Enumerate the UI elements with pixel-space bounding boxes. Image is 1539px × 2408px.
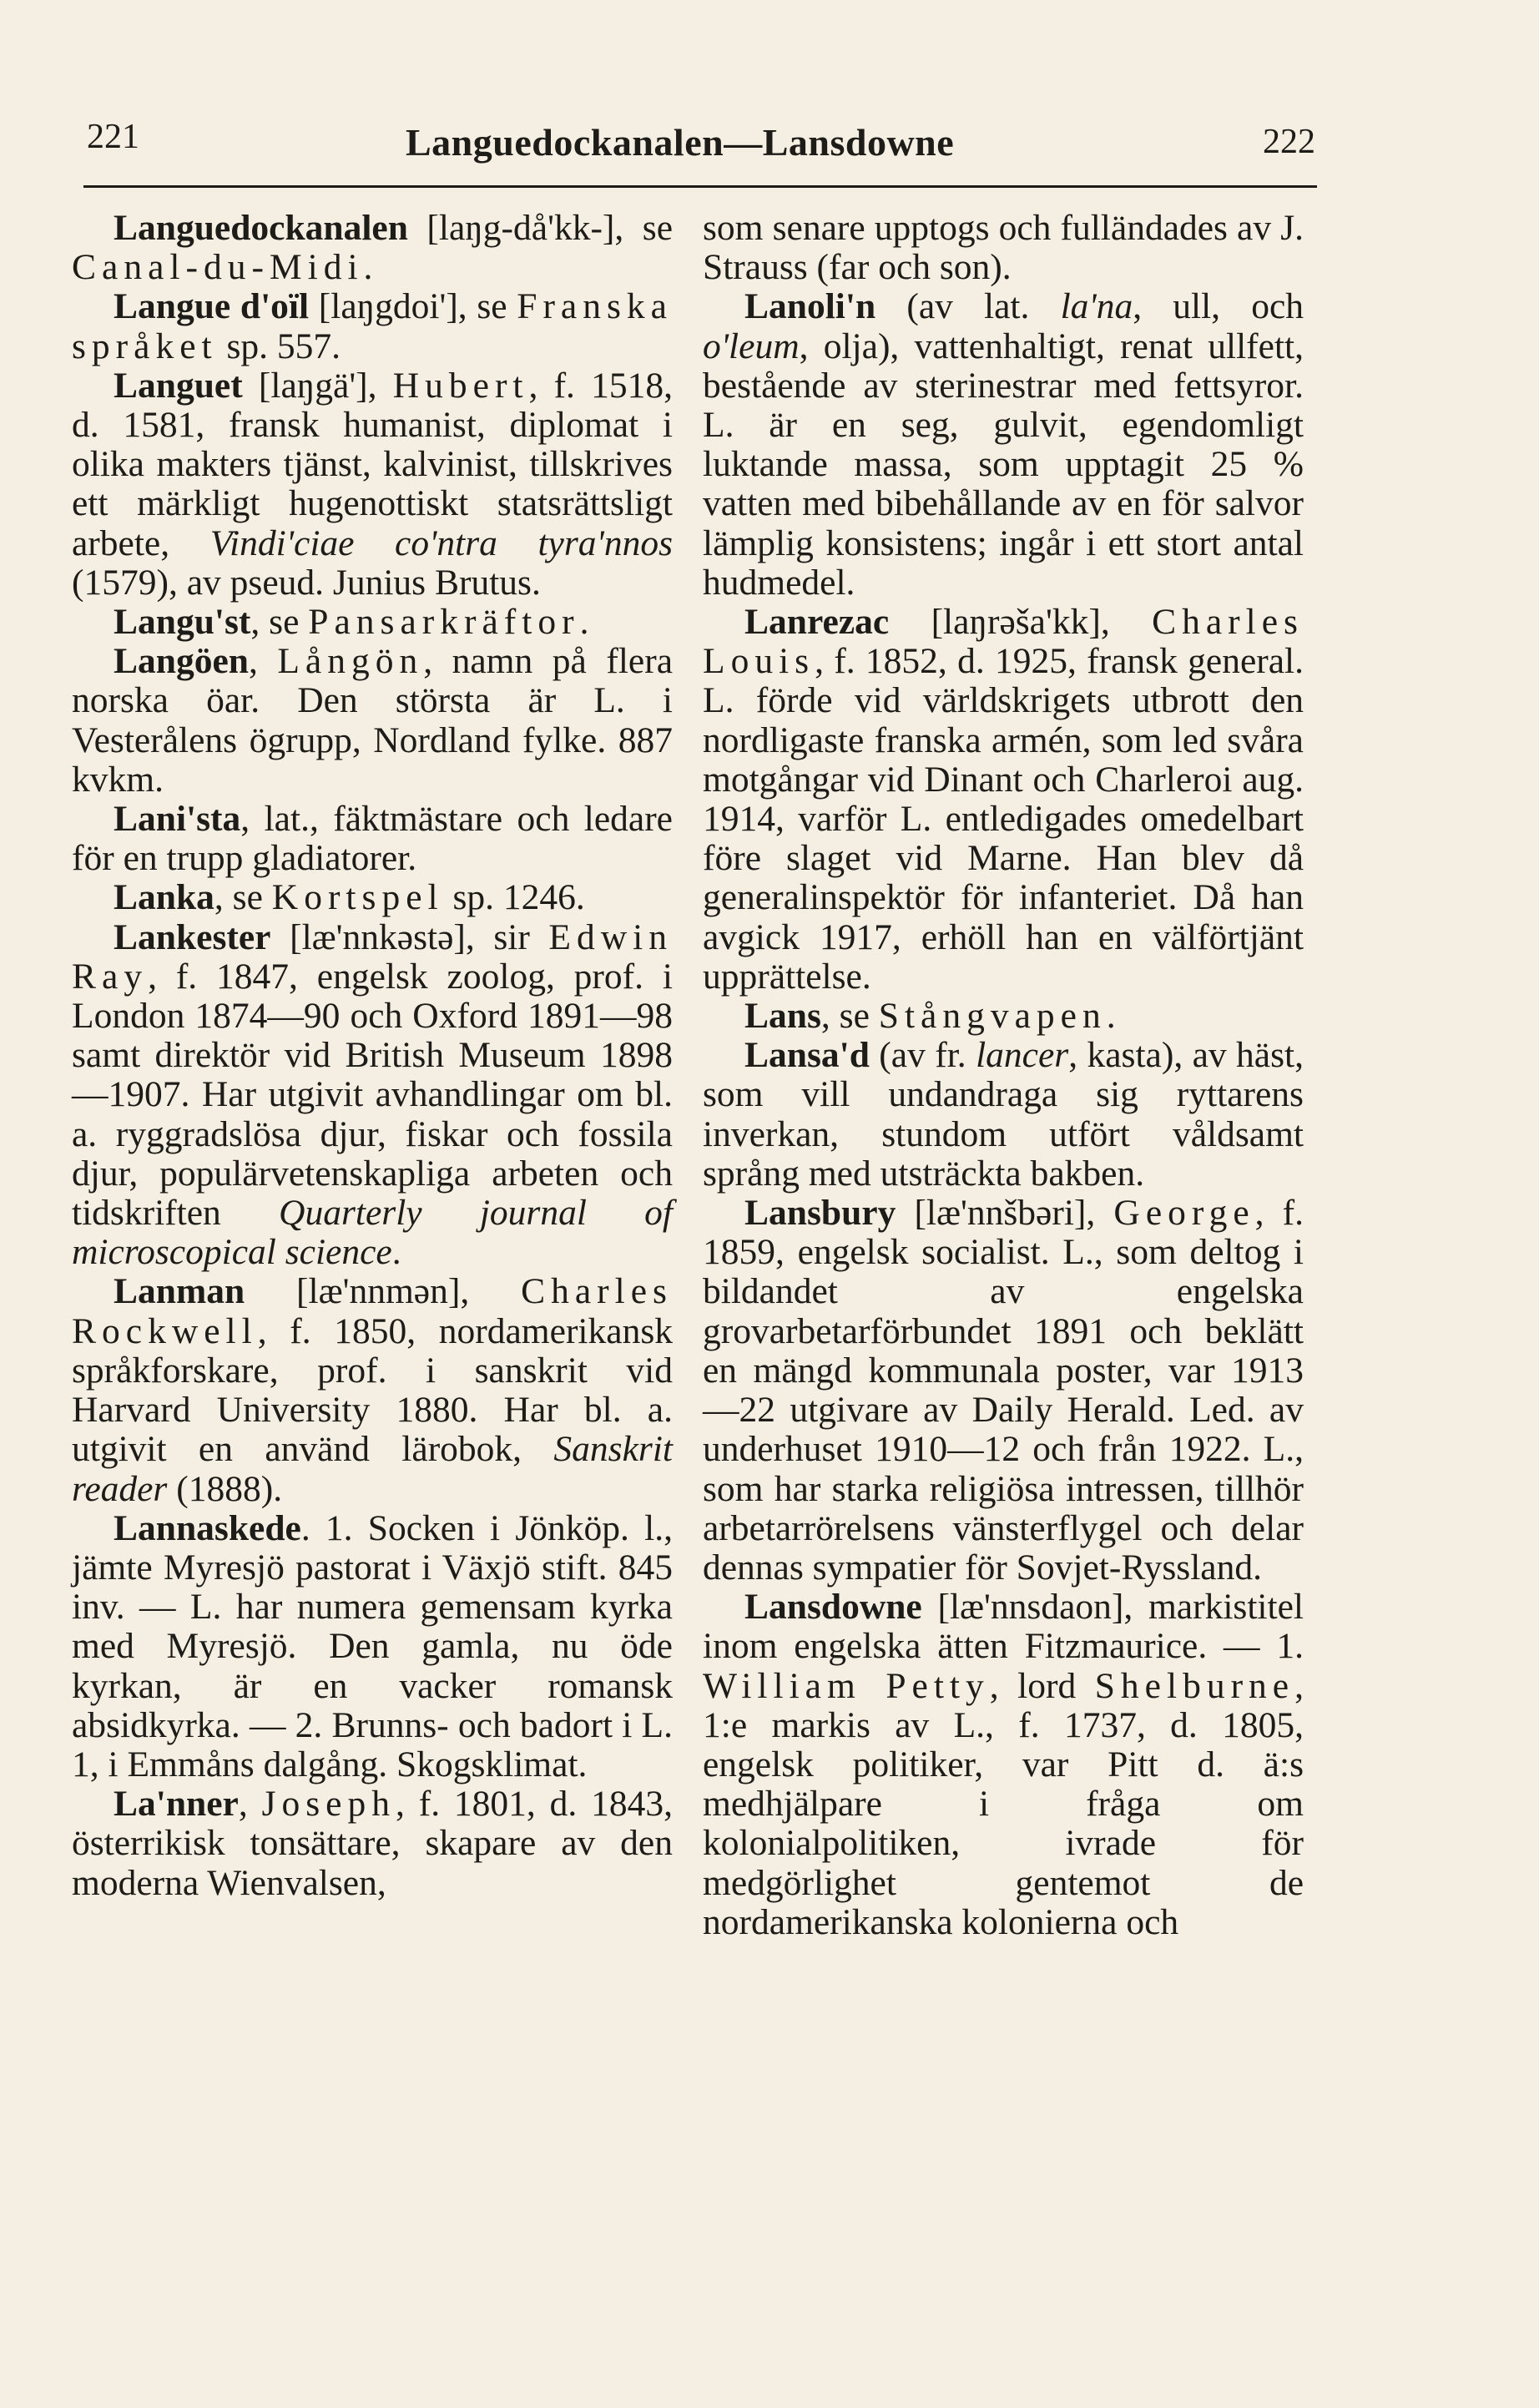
entry-lannaskede: Lannaskede. 1. Socken i Jönköp. l., jämte Myresjö pastorat i Växjö stift. 845 inv. — L. har numera gemensam kyrka med Myresjö. Den gamla, nu öde kyrkan, är en vacker romansk absidkyrka. — 2. Brunns- och badort i L. 1, i Emmåns dalgång. Skogsklimat. bbox=[72, 1507, 673, 1785]
entry-lansbury: Lansbury [læ'nnšbəri], George, f. 1859, engelsk socialist. L., som deltog i bildandet av engelska grovarbetarförbundet 1891 och beklätt en mängd kommunala poster, var 1913—22 utgivare av Daily Herald. Led. av underhuset 1910—12 och från 1922. L., som har starka religiösa intressen, tillhör arbetarrörelsens vänsterflygel och delar dennas sympatier för Sovjet-Ryssland. bbox=[703, 1193, 1304, 1588]
entry-lanner-continued: som senare upptogs och fulländades av J. Strauss (far och son). bbox=[703, 208, 1304, 288]
entry-lansdowne: Lansdowne [læ'nnsdaon], markistitel inom engelska ätten Fitzmaurice. — 1. William Petty, lord Shelburne, 1:e markis av L., f. 1737, d. 1805, engelsk politiker, var Pitt d. ä:s medhjälpare i fråga om kolonialpolitiken, ivrade för medgörlighet gentemot de nordamerikanska kolonierna och bbox=[703, 1587, 1304, 1942]
header-rule bbox=[83, 185, 1317, 188]
entry-languet: Languet [laŋgä'], Hubert, f. 1518, d. 1581, fransk humanist, diplomat i olika makters tjänst, kalvinist, tillskrives ett märkligt hugenottiskt statsrättsligt arbete, Vindi'ciae co'ntra tyra'nnos (1579), av pseud. Junius Brutus. bbox=[72, 365, 673, 603]
header-title: Languedockanalen—Lansdowne bbox=[406, 121, 955, 164]
entry-lansad: Lansa'd (av fr. lancer, kasta), av häst, som vill undandraga sig ryttarens inverkan, stundom utfört våldsamt språng med utsträckta bakben. bbox=[703, 1035, 1304, 1194]
entry-languedockanalen: Languedockanalen [laŋg-då'kk-], se Canal-du-Midi. bbox=[72, 208, 673, 288]
entry-langoen: Langöen, Långön, namn på flera norska öar. Den största är L. i Vesterålens ögrupp, Nordland fylke. 887 kvkm. bbox=[72, 641, 674, 800]
entry-lans: Lans, se Stångvapen. bbox=[744, 996, 1116, 1037]
entry-lanolin: Lanoli'n (av lat. la'na, ull, och o'leum, olja), vattenhaltigt, renat ullfett, bestående av sterinestrar med fettsyror. L. är en seg, gulvit, egendomligt luktande massa, som upptagit 25 % vatten med bibehållande av en för salvor lämplig konsistens; ingår i ett stort antal hudmedel. bbox=[703, 286, 1304, 603]
entry-lanrezac: Lanrezac [laŋrəša'kk], Charles Louis, f. 1852, d. 1925, fransk general. L. förde vid världskrigets utbrott den nordligaste franska armén, som led svåra motgångar vid Dinant och Charleroi aug. 1914, varför L. entledigades omedelbart före slaget vid Marne. Han blev då generalinspektör för infanteriet. Då han avgick 1917, erhöll han en välförtjänt upprättelse. bbox=[703, 602, 1304, 997]
left-column bbox=[72, 209, 673, 1903]
entry-lanista: Lani'sta, lat., fäktmästare och ledare för en trupp gladiatorer. bbox=[72, 799, 673, 879]
entry-lankester: Lankester [læ'nnkəstə], sir Edwin Ray, f. 1847, engelsk zoolog, prof. i London 1874—90 och Oxford 1891—98 samt direktör vid British Museum 1898—1907. Har utgivit avhandlingar om bl. a. ryggradslösa djur, fiskar och fossila djur, populärvetenskapliga arbeten och tidskriften Quarterly journal of microscopical science. bbox=[72, 916, 673, 1273]
entry-lanka: Lanka, se Kortspel sp. 1246. bbox=[114, 877, 585, 918]
right-column bbox=[703, 209, 1304, 1942]
running-header bbox=[80, 117, 1315, 175]
entry-langust: Langu'st, se Pansarkräftor. bbox=[114, 602, 589, 643]
entry-lanman: Lanman [læ'nnmən], Charles Rockwell, f. 1850, nordamerikansk språkforskare, prof. i sanskrit vid Harvard University 1880. Har bl. a. utgivit en använd lärobok, Sanskrit reader (1888). bbox=[72, 1271, 673, 1509]
page-number-left: 221 bbox=[87, 118, 139, 156]
entry-langue-doil: Langue d'oïl [laŋgdoi'], se Franska språket sp. 557. bbox=[72, 286, 673, 366]
entry-lanner: La'nner, Joseph, f. 1801, d. 1843, österrikisk tonsättare, skapare av den moderna Wienvalsen, bbox=[72, 1784, 673, 1903]
page-number-right: 222 bbox=[1263, 123, 1315, 161]
